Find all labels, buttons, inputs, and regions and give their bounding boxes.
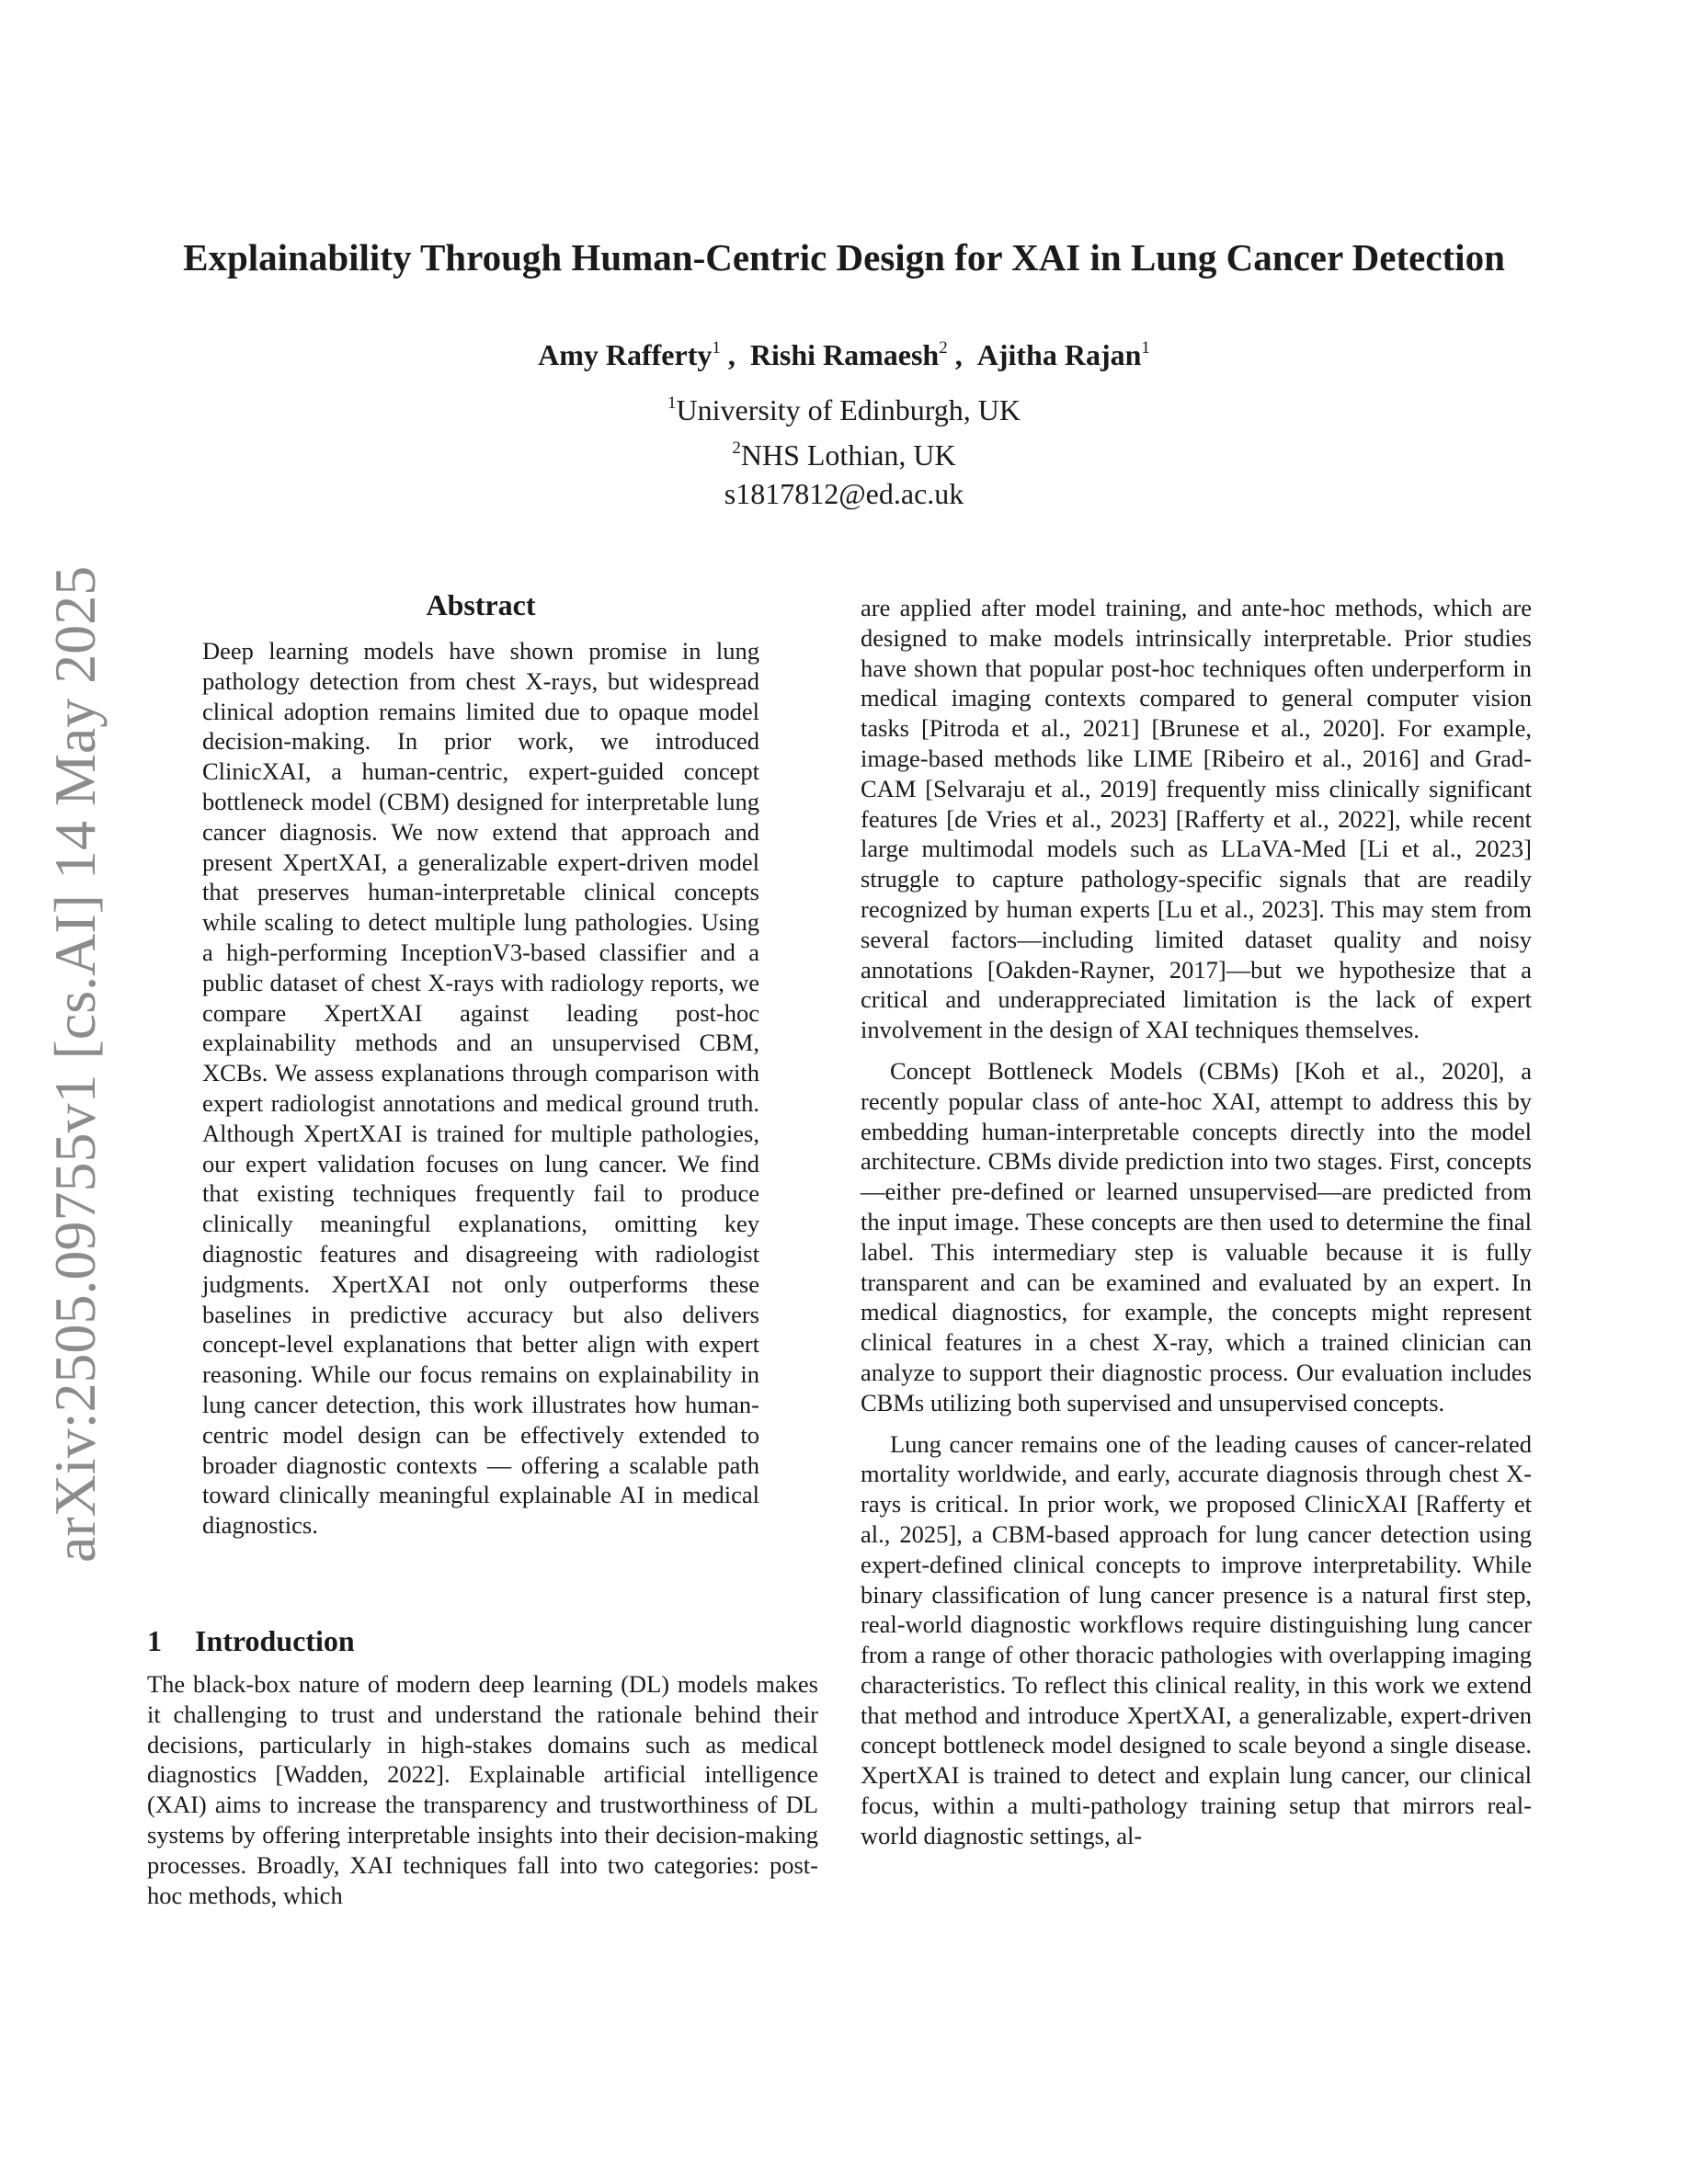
intro-paragraph: Lung cancer remains one of the leading causes of cancer-related mortality worldwide, and early, accurate diagnosis through chest X-rays is critical. In prior work, we proposed ClinicXAI [Rafferty et al., 2025], a CBM-based approach for lung cancer detection using expert-defined clinical concepts to improve interpretability. While binary classification of lung cancer presence is a natural first step, real-world diagnostic workflows require distinguishing lung cancer from a range of other thoracic pathologies with overlapping imaging characteristics. To reflect this clinical reality, in this work we extend that method and introduce XpertXAI, a generalizable, expert-driven concept bottleneck model designed to scale beyond a single disease. XpertXAI is trained to detect and explain lung cancer, our clinical focus, within a multi-pathology training setup that mirrors real-world diagnostic settings, al-: [861, 1429, 1532, 1849]
affil-number: 2: [732, 438, 741, 458]
affil-number: 1: [667, 393, 677, 413]
section-number: 1: [147, 1624, 162, 1657]
arxiv-identifier: arXiv:2505.09755v1 [cs.AI] 14 May 2025: [42, 565, 108, 1563]
affiliations: [0, 384, 1688, 513]
author-name: Rishi Ramaesh: [749, 338, 940, 371]
author-affil-marker: 2: [939, 338, 948, 358]
abstract-text: Deep learning models have shown promise in lung pathology detection from chest X-rays, but widespread clinical adoption remains limited due to opaque model decision-making. In prior work, we introduced ClinicXAI, a human-centric, expert-guided concept bottleneck model (CBM) designed for interpretable lung cancer diagnosis. We now extend that approach and present XpertXAI, a generalizable expert-driven model that preserves human-interpretable clinical concepts while scaling to detect multiple lung pathologies. Using a high-performing InceptionV3-based classifier and a public dataset of chest X-rays with radiology reports, we compare XpertXAI against leading post-hoc explainability methods and an unsupervised CBM, XCBs. We assess explanations through comparison with expert radiologist annotations and medical ground truth. Although XpertXAI is trained for multiple pathologies, our expert validation focuses on lung cancer. We find that existing techniques frequently fail to produce clinically meaningful explanations, omitting key diagnostic features and disagreeing with radiologist judgments. XpertXAI not only outperforms these baselines in predictive accuracy but also delivers concept-level explanations that better align with expert reasoning. While our focus remains on explainability in lung cancer detection, this work illustrates how human-centric model design can be effectively extended to broader diagnostic contexts — offering a scalable path toward clinically meaningful explainable AI in medical diagnostics.: [202, 637, 759, 1540]
affil-text: University of Edinburgh, UK: [676, 393, 1021, 427]
author-email[interactable]: s1817812@ed.ac.uk: [724, 477, 964, 510]
author-affil-marker: 1: [1141, 338, 1150, 358]
affiliation-line: [0, 384, 1688, 429]
introduction-section: [147, 1623, 818, 1910]
paper-title: Explainability Through Human-Centric Design for XAI in Lung Cancer Detection: [183, 236, 1505, 279]
author-name: Amy Rafferty: [538, 338, 713, 371]
intro-paragraph-continued: are applied after model training, and ante-hoc methods, which are designed to make models intrinsically interpretable. Prior studies have shown that popular post-hoc techniques often underperform in medical imaging contexts compared to general computer vision tasks [Pitroda et al., 2021] [Brunese et al., 2020]. For example, image-based methods like LIME [Ribeiro et al., 2016] and Grad-CAM [Selvaraju et al., 2019] frequently miss clinically significant features [de Vries et al., 2023] [Rafferty et al., 2022], while recent large multimodal models such as LLaVA-Med [Li et al., 2023] struggle to capture pathology-specific signals that are readily recognized by human experts [Lu et al., 2023]. This may stem from several factors—including limited dataset quality and noisy annotations [Oakden-Rayner, 2017]—but we hypothesize that a critical and underappreciated limitation is the lack of expert involvement in the design of XAI techniques themselves.: [861, 594, 1532, 1044]
right-column: [861, 593, 1532, 1851]
section-heading: [147, 1623, 818, 1658]
author-name: Ajitha Rajan: [976, 338, 1142, 371]
intro-paragraph: The black-box nature of modern deep learning (DL) models makes it challenging to trust and understand the rationale behind their decisions, particularly in high-stakes domains such as medical diagnostics [Wadden, 2022]. Explainable artificial intelligence (XAI) aims to increase the transparency and trustworthiness of DL systems by offering interpretable insights into their decision-making processes. Broadly, XAI techniques fall into two categories: post-hoc methods, which: [147, 1670, 818, 1909]
abstract-section: [202, 588, 759, 1541]
author-affil-marker: 1: [712, 338, 721, 358]
section-title: Introduction: [195, 1624, 355, 1657]
intro-paragraph: Concept Bottleneck Models (CBMs) [Koh et al., 2020], a recently popular class of ante-hoc XAI, attempt to address this by embedding human-interpretable concepts directly into the model architecture. CBMs divide prediction into two stages. First, concepts—either pre-defined or learned unsupervised—are predicted from the input image. These concepts are then used to determine the final label. This intermediary step is valuable because it is fully transparent and can be examined and evaluated by an expert. In medical diagnostics, for example, the concepts might represent clinical features in a chest X-ray, which a trained clinician can analyze to support their diagnostic process. Our evaluation includes CBMs utilizing both supervised and unsupervised concepts.: [861, 1056, 1532, 1416]
affil-text: NHS Lothian, UK: [740, 438, 956, 472]
affiliation-line: [0, 429, 1688, 474]
author-list: Amy Rafferty$^1$ , Rishi Ramaesh$^2$ , Ajitha Rajan$^1$: [538, 338, 1150, 371]
abstract-heading: Abstract: [426, 588, 536, 621]
